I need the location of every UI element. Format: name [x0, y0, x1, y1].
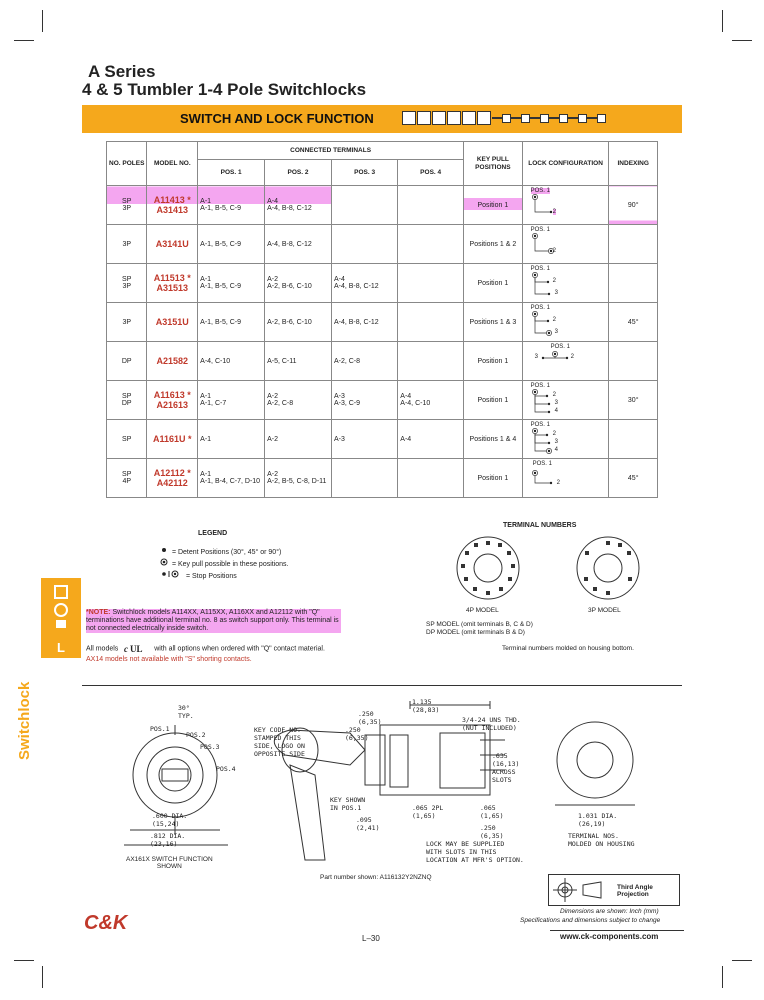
drawing-caption: AX161X SWITCH FUNCTION SHOWN — [126, 856, 213, 870]
terminal-note — [86, 609, 341, 633]
cell-indexing — [609, 420, 658, 459]
lock-position-label: POS. 1 — [530, 188, 550, 194]
cell-model: A11413 * A31413 — [147, 186, 198, 225]
page-number: L–30 — [362, 934, 380, 943]
slot-location-note: LOCK MAY BE SUPPLIED WITH SLOTS IN THIS LOCATION AT MFR'S OPTION. — [426, 840, 524, 864]
cell-poles: SP DP — [107, 381, 147, 420]
cell-indexing — [609, 342, 658, 381]
molded-note: Terminal numbers molded on housing bottom. — [502, 645, 634, 652]
cell-keypull: Position 1 — [464, 186, 523, 225]
hdr-connected: CONNECTED TERMINALS — [198, 142, 464, 160]
cell-poles: 3P — [107, 225, 147, 264]
table-row — [107, 264, 658, 303]
cell-lock-config — [522, 303, 609, 342]
cell-lock-config — [522, 264, 609, 303]
crop-mark — [732, 960, 752, 961]
lock-config-diagram — [529, 188, 603, 222]
lock-position-label: POS. 1 — [530, 422, 550, 428]
cell-pos3 — [331, 186, 397, 225]
crop-mark — [42, 966, 43, 988]
terminal-nos-note: TERMINAL NOS. MOLDED ON HOUSING — [568, 832, 635, 848]
lock-position-label: 2 — [570, 354, 574, 360]
legend-stop-text: = Stop Positions — [185, 573, 237, 580]
note-label: *NOTE: — [86, 609, 111, 616]
cell-pos2: A-4 A-4, B-8, C-12 — [265, 186, 332, 225]
detent-dot-icon — [160, 546, 170, 554]
lock-position-label: 3 — [554, 329, 558, 335]
cell-pos1: A-1 — [198, 420, 265, 459]
legend-detent — [160, 546, 281, 556]
dim-065: .065 2PL (1,65) — [412, 804, 444, 820]
lock-position-label: POS. 1 — [530, 266, 550, 272]
cell-keypull: Position 1 — [464, 342, 523, 381]
key-code-boxes — [402, 110, 606, 126]
section-letter: L — [57, 640, 65, 655]
projection-box — [548, 874, 680, 906]
page-subtitle: 4 & 5 Tumbler 1-4 Pole Switchlocks — [82, 80, 367, 99]
specs-note: Specifications and dimensions subject to change — [520, 917, 661, 924]
cell-keypull: Position 1 — [464, 381, 523, 420]
cell-lock-config — [522, 342, 609, 381]
cell-pos4 — [398, 264, 464, 303]
table-row — [107, 342, 658, 381]
lock-config-diagram — [529, 266, 603, 300]
dim-pos1: POS.1 — [150, 725, 170, 733]
ax14-note: AX14 models not available with "S" shorting contacts. — [86, 656, 252, 663]
sp-model-note: SP MODEL (omit terminals B, C & D) — [426, 621, 533, 628]
all-models-pre: All models — [86, 645, 119, 653]
cell-pos3 — [331, 225, 397, 264]
dim-065b: .065 (1,65) — [480, 804, 504, 820]
cell-keypull: Positions 1 & 4 — [464, 420, 523, 459]
dim-pos2: POS.2 — [186, 731, 206, 739]
lock-position-label: POS. 1 — [550, 344, 570, 350]
cell-pos2: A-4, B-8, C-12 — [265, 225, 332, 264]
svg-text:UL: UL — [130, 644, 143, 653]
cell-poles: SP — [107, 420, 147, 459]
dim-250c: .250 (6,35) — [480, 824, 504, 840]
crop-mark — [14, 40, 34, 41]
cell-poles: 3P — [107, 303, 147, 342]
cell-pos4 — [398, 303, 464, 342]
lock-position-label: 4 — [554, 408, 558, 414]
cell-model: A11613 * A21613 — [147, 381, 198, 420]
hdr-poles: NO. POLES — [107, 142, 147, 186]
ul-listing-mark-icon — [124, 644, 148, 653]
lock-config-diagram — [529, 344, 603, 378]
lock-position-label: POS. 1 — [530, 227, 550, 233]
cell-pos3: A-3 A-3, C-9 — [331, 381, 397, 420]
dim-dia812: .812 DIA. (23,16) — [150, 832, 186, 848]
lock-config-diagram — [529, 227, 603, 261]
lock-position-label: 3 — [554, 400, 558, 406]
table-row — [107, 303, 658, 342]
cell-pos2: A-2 A-2, B-6, C-10 — [265, 264, 332, 303]
crop-mark — [42, 10, 43, 32]
cell-pos4 — [398, 342, 464, 381]
dim-pos3: POS.3 — [200, 743, 220, 751]
cell-model: A3151U — [147, 303, 198, 342]
lock-position-label: 2 — [552, 248, 556, 254]
table-row — [107, 381, 658, 420]
cell-keypull: Position 1 — [464, 459, 523, 498]
cell-pos4: A-4 A-4, C-10 — [398, 381, 464, 420]
dim-pos4: POS.4 — [216, 765, 236, 773]
legend-title: LEGEND — [198, 530, 228, 537]
part-number: Part number shown: A116132Y2NZNQ — [320, 874, 432, 881]
cell-pos1: A-4, C-10 — [198, 342, 265, 381]
cell-keypull: Positions 1 & 3 — [464, 303, 523, 342]
table-row — [107, 225, 658, 264]
cell-pos1: A-1 A-1, B-5, C-9 — [198, 264, 265, 303]
hdr-pos1: POS. 1 — [198, 160, 265, 186]
lock-config-diagram — [529, 383, 603, 417]
lock-position-label: 3 — [554, 290, 558, 296]
hdr-pos2: POS. 2 — [265, 160, 332, 186]
model-3p-label: 3P MODEL — [588, 607, 621, 614]
all-models-note — [86, 644, 325, 653]
dim-30deg: 30° TYP. — [178, 704, 194, 720]
lock-position-label: POS. 1 — [530, 383, 550, 389]
lock-position-label: 2 — [552, 392, 556, 398]
cell-indexing: 45° — [609, 459, 658, 498]
cell-poles: SP 3P — [107, 264, 147, 303]
ck-logo: C&K — [84, 912, 128, 934]
dim-dia600: .600 DIA. (15,24) — [152, 812, 188, 828]
cell-pos3 — [331, 459, 397, 498]
cell-pos2: A-2 — [265, 420, 332, 459]
cell-pos3: A-4 A-4, B-8, C-12 — [331, 264, 397, 303]
all-models-post: with all options when ordered with "Q" contact material. — [154, 645, 325, 653]
lock-position-label: POS. 1 — [530, 305, 550, 311]
table-row — [107, 186, 658, 225]
dim-1031: 1.031 DIA. (26,19) — [578, 812, 618, 828]
cell-pos3: A-2, C-8 — [331, 342, 397, 381]
hdr-pos3: POS. 3 — [331, 160, 397, 186]
cell-indexing: 30° — [609, 381, 658, 420]
terminal-housing-diagrams — [448, 533, 648, 603]
lock-position-label: 2 — [552, 431, 556, 437]
crop-mark — [722, 10, 723, 32]
switch-lock-function-table — [106, 141, 658, 498]
dims-note: Dimensions are shown: Inch (mm) — [560, 908, 659, 915]
stop-position-icon — [160, 570, 184, 578]
cell-lock-config — [522, 225, 609, 264]
cell-pos4: A-4 — [398, 420, 464, 459]
series-title: A Series — [88, 62, 156, 81]
crop-mark — [14, 960, 34, 961]
terminal-numbers-title: TERMINAL NUMBERS — [503, 522, 577, 529]
cell-pos1: A-1 A-1, C-7 — [198, 381, 265, 420]
cell-keypull: Position 1 — [464, 264, 523, 303]
table-row — [107, 459, 658, 498]
cell-pos4 — [398, 225, 464, 264]
website-url: www.ck-components.com — [560, 932, 659, 941]
hdr-pos4: POS. 4 — [398, 160, 464, 186]
lock-config-diagram — [529, 305, 603, 339]
crop-mark — [732, 40, 752, 41]
cell-model: A11513 * A31513 — [147, 264, 198, 303]
cell-pos1: A-1, B-5, C-9 — [198, 225, 265, 264]
svg-text:c: c — [124, 644, 129, 653]
model-4p-label: 4P MODEL — [466, 607, 499, 614]
third-angle-projection-icon — [549, 875, 609, 905]
banner-label: SWITCH AND LOCK FUNCTION — [180, 111, 374, 126]
dim-250a: .250 (6,35) — [358, 710, 382, 726]
lock-position-label: 2 — [556, 480, 560, 486]
cell-pos3: A-4, B-8, C-12 — [331, 303, 397, 342]
cell-indexing — [609, 225, 658, 264]
dp-model-note: DP MODEL (omit terminals B & D) — [426, 629, 525, 636]
dim-095: .095 (2,41) — [356, 816, 380, 832]
lock-position-label: 3 — [534, 354, 538, 360]
lock-position-label: 4 — [554, 447, 558, 453]
cell-pos4 — [398, 459, 464, 498]
legend-keypull-text: = Key pull possible in these positions. — [171, 561, 289, 568]
lock-position-label: POS. 1 — [532, 461, 552, 467]
hdr-index: INDEXING — [609, 142, 658, 186]
cell-poles: DP — [107, 342, 147, 381]
legend-stop — [160, 570, 237, 580]
table-row — [107, 420, 658, 459]
keycode-note: KEY CODE NO. STAMPED THIS SIDE, LOGO ON OPPOSITE SIDE — [254, 726, 305, 758]
section-name: Switchlock — [16, 681, 33, 760]
cell-pos2: A-2 A-2, B-5, C-8, D-11 — [265, 459, 332, 498]
cell-pos2: A-2 A-2, C-8 — [265, 381, 332, 420]
cell-lock-config — [522, 459, 609, 498]
switchlock-icon — [41, 578, 81, 636]
cell-pos1: A-1, B-5, C-9 — [198, 303, 265, 342]
lock-config-diagram — [529, 422, 603, 456]
cell-poles: SP 3P — [107, 186, 147, 225]
cell-keypull: Positions 1 & 2 — [464, 225, 523, 264]
lock-position-label: 2 — [552, 278, 556, 284]
hdr-keypull: KEY PULL POSITIONS — [464, 142, 523, 186]
dim-1135: 1.135 (28,83) — [412, 698, 440, 714]
cell-poles: SP 4P — [107, 459, 147, 498]
legend-keypull — [160, 558, 289, 568]
cell-lock-config — [522, 186, 609, 225]
cell-lock-config — [522, 381, 609, 420]
cell-pos3: A-3 — [331, 420, 397, 459]
crop-mark — [722, 966, 723, 988]
divider — [82, 685, 682, 686]
dimension-drawing — [110, 695, 670, 875]
cell-model: A1161U * — [147, 420, 198, 459]
projection-label: Third Angle Projection — [617, 884, 653, 898]
legend-detent-text: = Detent Positions (30°, 45° or 90°) — [171, 549, 282, 556]
dim-250b: .250 (6,35) — [345, 726, 369, 742]
lock-position-label: 2 — [552, 209, 556, 215]
cell-model: A12112 * A42112 — [147, 459, 198, 498]
cell-model: A3141U — [147, 225, 198, 264]
cell-pos1: A-1 A-1, B-4, C-7, D-10 — [198, 459, 265, 498]
hdr-lockcfg: LOCK CONFIGURATION — [522, 142, 609, 186]
cell-pos1: A-1 A-1, B-5, C-9 — [198, 186, 265, 225]
lock-position-label: 3 — [554, 439, 558, 445]
cell-indexing: 90° — [609, 186, 658, 225]
cell-indexing: 45° — [609, 303, 658, 342]
cell-indexing — [609, 264, 658, 303]
keypull-circle-icon — [160, 558, 170, 566]
note-text: Switchlock models A114XX, A115XX, A116XX and A12112 with "Q" terminations have additional terminal no. 8 as switch support only. This terminal is not connected electrically inside switch. — [86, 609, 339, 632]
keyshown-note: KEY SHOWN IN POS.1 — [330, 796, 366, 812]
cell-pos2: A-5, C-11 — [265, 342, 332, 381]
hdr-model: MODEL NO. — [147, 142, 198, 186]
cell-lock-config — [522, 420, 609, 459]
footer-divider — [550, 930, 684, 931]
cell-pos2: A-2, B-6, C-10 — [265, 303, 332, 342]
lock-config-diagram — [529, 461, 603, 495]
cell-pos4 — [398, 186, 464, 225]
cell-model: A21582 — [147, 342, 198, 381]
lock-position-label: 2 — [552, 317, 556, 323]
slots-note: .635 (16,13) ACROSS SLOTS — [492, 752, 520, 784]
thread-note: 3/4-24 UNS THD. (NUT INCLUDED) — [462, 716, 521, 732]
